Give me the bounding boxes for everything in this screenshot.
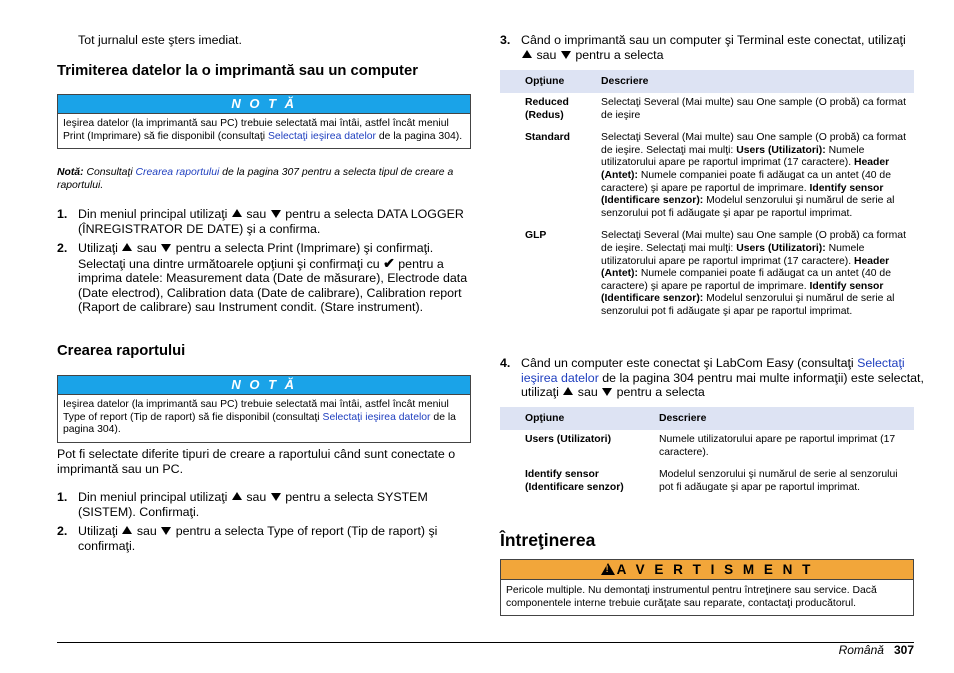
- note-text: Ieşirea datelor (la imprimantă sau PC) trebuie selectată mai întâi, astfel încât meniul Type of report (Tip de raport) să fie disponibil (consultaţi Selectaţi ieşirea datelor de la pagina 304).: [63, 399, 456, 436]
- down-arrow-icon: [561, 51, 571, 59]
- link-create-report[interactable]: Crearea raportului: [135, 167, 220, 178]
- confirm-check-icon: ✔: [383, 254, 395, 271]
- step-3: 3. Când o imprimantă sau un computer şi Terminal este conectat, utilizaţi sau pentru a selecta: [500, 33, 906, 62]
- footer-language: Română: [838, 643, 884, 657]
- option-name: Standard: [525, 132, 571, 144]
- page-number: 307: [893, 643, 914, 657]
- footer-divider: [57, 642, 914, 643]
- note-box-1: [57, 94, 471, 149]
- section-title-create-report: Crearea raportului: [57, 343, 186, 359]
- step-2-send: 2. Utilizaţi sau pentru a selecta Print (Imprimare) şi confirmaţi. Selectaţi una dintre următoarele opţiuni şi confirmaţi cu ✔ pentru a imprima datele: Measurement data (Date de măsurare), Electrode data (Date electrod), Calibration data (Date de calibrare), Calibration report (Raport de calibrare) sau Instrument condit. (Stare instrument).: [57, 241, 468, 314]
- options-table-1: [500, 70, 914, 329]
- report-paragraph: Pot fi selectate diferite tipuri de creare a raportului când sunt conectate o imprimantă sau un PC.: [57, 447, 456, 476]
- up-arrow-icon: [122, 243, 132, 251]
- up-arrow-icon: [232, 492, 242, 500]
- intro-text: Tot jurnalul este şters imediat.: [78, 33, 242, 47]
- option-description: Selectaţi Several (Mai multe) sau One sample (O probă) ca format de ieşire: [601, 97, 906, 121]
- down-arrow-icon: [161, 244, 171, 252]
- table-header: Opţiune: [500, 70, 576, 93]
- table-row: [500, 132, 914, 230]
- down-arrow-icon: [602, 388, 612, 396]
- option-description: Selectaţi Several (Mai multe) sau One sample (O probă) ca format de ieşire. Selectaţi mai mulţi: Users (Utilizatori): Numele utilizatorului apare pe raportul imprimat (17 caractere). Header (Antet): Numele companiei poate fi adăugat ca un antet (40 de caractere) şi apare pe raportul de imprimare. Identify sensor (Identificare senzor): Modelul senzorului şi numărul de serie al senzorului pot fi adăugate şi apar pe raportul imprimat.: [601, 132, 906, 219]
- section-title-send-data: Trimiterea datelor la o imprimantă sau un computer: [57, 63, 418, 79]
- up-arrow-icon: [563, 387, 573, 395]
- down-arrow-icon: [271, 210, 281, 218]
- link-select-output[interactable]: Selectaţi ieşirea datelor: [268, 130, 377, 142]
- note-title: N O T Ă: [58, 95, 470, 114]
- note-title: N O T Ă: [58, 376, 470, 395]
- table-row: [500, 230, 914, 328]
- option-description: Modelul senzorului şi numărul de serie al senzorului pot fi adăugate şi apar pe raportul imprimat.: [659, 469, 898, 493]
- section-title-maintenance: Întreţinerea: [500, 530, 596, 550]
- option-name: Users (Utilizatori): [525, 434, 612, 445]
- table-row: [500, 430, 914, 469]
- table-row: [500, 93, 914, 132]
- option-name: Reduced (Redus): [525, 97, 569, 121]
- up-arrow-icon: [232, 209, 242, 217]
- link-select-output[interactable]: Selectaţi ieşirea datelor: [322, 411, 431, 423]
- warning-title: !A V E R T I S M E N T: [501, 560, 913, 580]
- table-header: Descriere: [634, 407, 914, 430]
- step-4: 4. Când un computer este conectat şi LabCom Easy (consultaţi Selectaţi ieşirea datelor de la pagina 304 pentru mai multe informaţii) este selectat, utilizaţi sau pentru a selecta: [500, 356, 924, 399]
- step-1-send: 1. Din meniul principal utilizaţi sau pentru a selecta DATA LOGGER (ÎNREGISTRATOR DE DATE) şi a confirma.: [57, 207, 464, 236]
- table-header: Descriere: [576, 70, 914, 93]
- option-name: Identify sensor (Identificare senzor): [525, 469, 624, 493]
- step-2-report: 2. Utilizaţi sau pentru a selecta Type of report (Tip de raport) şi confirmaţi.: [57, 524, 438, 553]
- warning-box: [500, 559, 914, 616]
- link-select-output[interactable]: Selectaţi ieşirea datelor: [521, 356, 905, 385]
- table-row: [500, 469, 914, 504]
- options-table-2: [500, 407, 914, 504]
- up-arrow-icon: [122, 526, 132, 534]
- option-description: Numele utilizatorului apare pe raportul imprimat (17 caractere).: [659, 434, 896, 458]
- footer: [839, 643, 914, 658]
- down-arrow-icon: [271, 493, 281, 501]
- table-header: Opţiune: [500, 407, 634, 430]
- note-italic: Notă: Consultaţi Crearea raportului de la pagina 307 pentru a selecta tipul de creare a raportului.: [57, 167, 454, 191]
- option-name: GLP: [525, 230, 547, 242]
- down-arrow-icon: [161, 527, 171, 535]
- option-description: Selectaţi Several (Mai multe) sau One sample (O probă) ca format de ieşire. Selectaţi mai mulţi: Users (Utilizatori): Numele utilizatorului apare pe raportul imprimat (17 caractere). Header (Antet): Numele companiei poate fi adăugat ca un antet (40 de caractere) şi apare pe raportul de imprimare. Identify sensor (Identificare senzor): Modelul senzorului şi numărul de serie al senzorului pot fi adăugate şi apar pe raportul imprimat.: [601, 230, 906, 317]
- step-1-report: 1. Din meniul principal utilizaţi sau pentru a selecta SYSTEM (SISTEM). Confirmaţi.: [57, 490, 428, 519]
- warning-text: Pericole multiple. Nu demontaţi instrumentul pentru întreţinere sau service. Dacă componentele interne trebuie curăţate sau reparate, contactaţi producătorul.: [506, 585, 877, 609]
- warning-icon: [601, 563, 615, 575]
- note-text: Ieşirea datelor (la imprimantă sau PC) trebuie selectată mai întâi, astfel încât meniul Print (Imprimare) să fie disponibil (consultaţi Selectaţi ieşirea datelor de la pagina 304).: [63, 118, 463, 142]
- note-box-2: [57, 375, 471, 443]
- up-arrow-icon: [522, 50, 532, 58]
